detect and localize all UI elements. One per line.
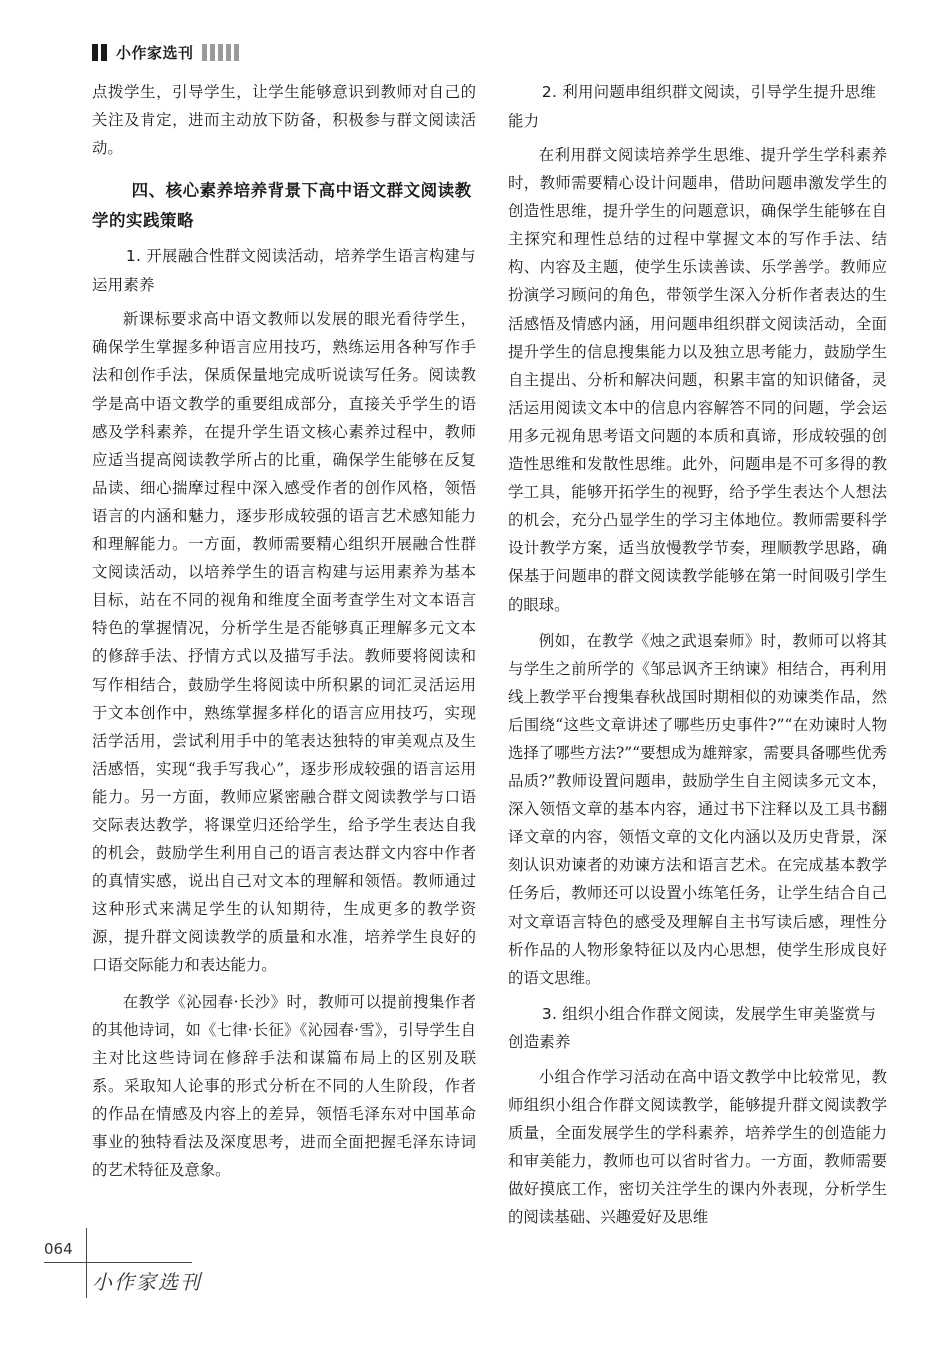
footer-divider: [86, 1228, 87, 1298]
journal-title: 小作家选刊: [116, 43, 194, 62]
header-bar-mark: [101, 44, 107, 61]
body-paragraph: 新课标要求高中语文教师以发展的眼光看待学生，确保学生掌握多种语言应用技巧，熟练运用各种写作手法和创作手法，保质保量地完成听说读写任务。阅读教学是高中语文教学的重要组成部分，直接关乎学生的语感及学科素养，在提升学生语文核心素养过程中，教师应适当提高阅读教学所占的比重，确保学生能够在反复品读、细心揣摩过程中深入感受作者的创作风格，领悟语言的内涵和魅力，逐步形成较强的语言艺术感知能力和理解能力。一方面，教师需要精心组织开展融合性群文阅读活动，以培养学生的语言构建与运用素养为基本目标，站在不同的视角和维度全面考查学生对文本语言特色的掌握情况，分析学生是否能够真正理解多元文本的修辞手法、抒情方式以及描写手法。教师要将阅读和写作相结合，鼓励学生将阅读中所积累的词汇灵活运用于文本创作中，熟练掌握多样化的语言应用技巧，实现活学活用，尝试利用手中的笔表达独特的审美观点及生活感悟，实现“我手写我心”，逐步形成较强的语言运用能力。另一方面，教师应紧密融合群文阅读教学与口语交际表达教学，将课堂归还给学生，给予学生表达自我的机会，鼓励学生利用自己的语言表达群文内容中作者的真情实感，说出自己对文本的理解和领悟。教师通过这种形式来满足学生的认知期待，生成更多的教学资源，提升群文阅读教学的质量和水准，培养学生良好的口语交际能力和表达能力。: [92, 310, 476, 975]
header-grey-bar: [202, 44, 207, 61]
subsection-heading-1: 1. 开展融合性群文阅读活动，培养学生语言构建与运用素养: [92, 247, 476, 294]
section-heading: 四、核心素养培养背景下高中语文群文阅读教学的实践策略: [92, 181, 472, 231]
right-column: [508, 78, 887, 1231]
header-grey-bar: [234, 44, 239, 61]
header-grey-bar: [218, 44, 223, 61]
body-paragraph: 例如，在教学《烛之武退秦师》时，教师可以将其与学生之前所学的《邹忌讽齐王纳谏》相结合，再利用线上教学平台搜集春秋战国时期相似的劝谏类作品，然后围绕“这些文章讲述了哪些历史事件?”“在劝谏时人物选择了哪些方法?”“要想成为雄辩家，需要具备哪些优秀品质?”教师设置问题串，鼓励学生自主阅读多元文本，深入领悟文章的基本内容，通过书下注释以及工具书翻译文章的内容，领悟文章的文化内涵以及历史背景，深刻认识劝谏者的劝谏方法和语言艺术。在完成基本教学任务后，教师还可以设置小练笔任务，让学生结合自己对文章语言特色的感受及理解自主书写读后感，理性分析作品的人物形象特征以及内心思想，使学生形成良好的语文思维。: [508, 631, 887, 987]
running-header: [92, 40, 242, 64]
subsection-heading-2: 2. 利用问题串组织群文阅读，引导学生提升思维能力: [508, 83, 877, 130]
header-grey-bar: [210, 44, 215, 61]
body-paragraph: 小组合作学习活动在高中语文教学中比较常见，教师组织小组合作群文阅读教学，能够提升群文阅读教学质量，全面发展学生的学科素养，培养学生的创造能力和审美能力，教师也可以省时省力。一方面，教师需要做好摸底工作，密切关注学生的课内外表现，分析学生的阅读基础、兴趣爱好及思维: [508, 1067, 887, 1227]
intro-paragraph: 点拨学生，引导学生，让学生能够意识到教师对自己的关注及肯定，进而主动放下防备，积极参与群文阅读活动。: [92, 83, 476, 158]
footer-logo: 小作家选刊: [92, 1270, 202, 1294]
subsection-heading-3: 3. 组织小组合作群文阅读，发展学生审美鉴赏与创造素养: [508, 1004, 877, 1052]
header-bar-mark: [92, 44, 98, 61]
body-paragraph: 在利用群文阅读培养学生思维、提升学生学科素养时，教师需要精心设计问题串，借助问题串激发学生的创造性思维，提升学生的问题意识，确保学生能够在自主探究和理性总结的过程中掌握文本的写作手法、结构、内容及主题，使学生乐读善读、乐学善学。教师应扮演学习顾问的角色，带领学生深入分析作者表达的生活感悟及情感内涵，用问题串组织群文阅读活动，全面提升学生的信息搜集能力以及独立思考能力，鼓励学生自主提出、分析和解决问题，积累丰富的知识储备，灵活运用阅读文本中的信息内容解答不同的问题，学会运用多元视角思考语文问题的本质和真谛，形成较强的创造性思维和发散性思维。此外，问题串是不可多得的教学工具，能够开拓学生的视野，给予学生表达个人想法的机会，充分凸显学生的学习主体地位。教师需要科学设计教学方案，适当放慢教学节奏，理顺教学思路，确保基于问题串的群文阅读教学能够在第一时间吸引学生的眼球。: [508, 146, 887, 614]
page-number: 064: [44, 1240, 73, 1258]
header-grey-bar: [226, 44, 231, 61]
body-paragraph: 在教学《沁园春·长沙》时，教师可以提前搜集作者的其他诗词，如《七律·长征》《沁园春·雪》，引导学生自主对比这些诗词在修辞手法和谋篇布局上的区别及联系。采取知人论事的形式分析在不同的人生阶段，作者的作品在情感及内容上的差异，领悟毛泽东对中国革命事业的独特看法及深度思考，进而全面把握毛泽东诗词的艺术特征及意象。: [92, 992, 476, 1180]
footer-rule: [44, 1262, 192, 1263]
left-column: [92, 78, 476, 1184]
